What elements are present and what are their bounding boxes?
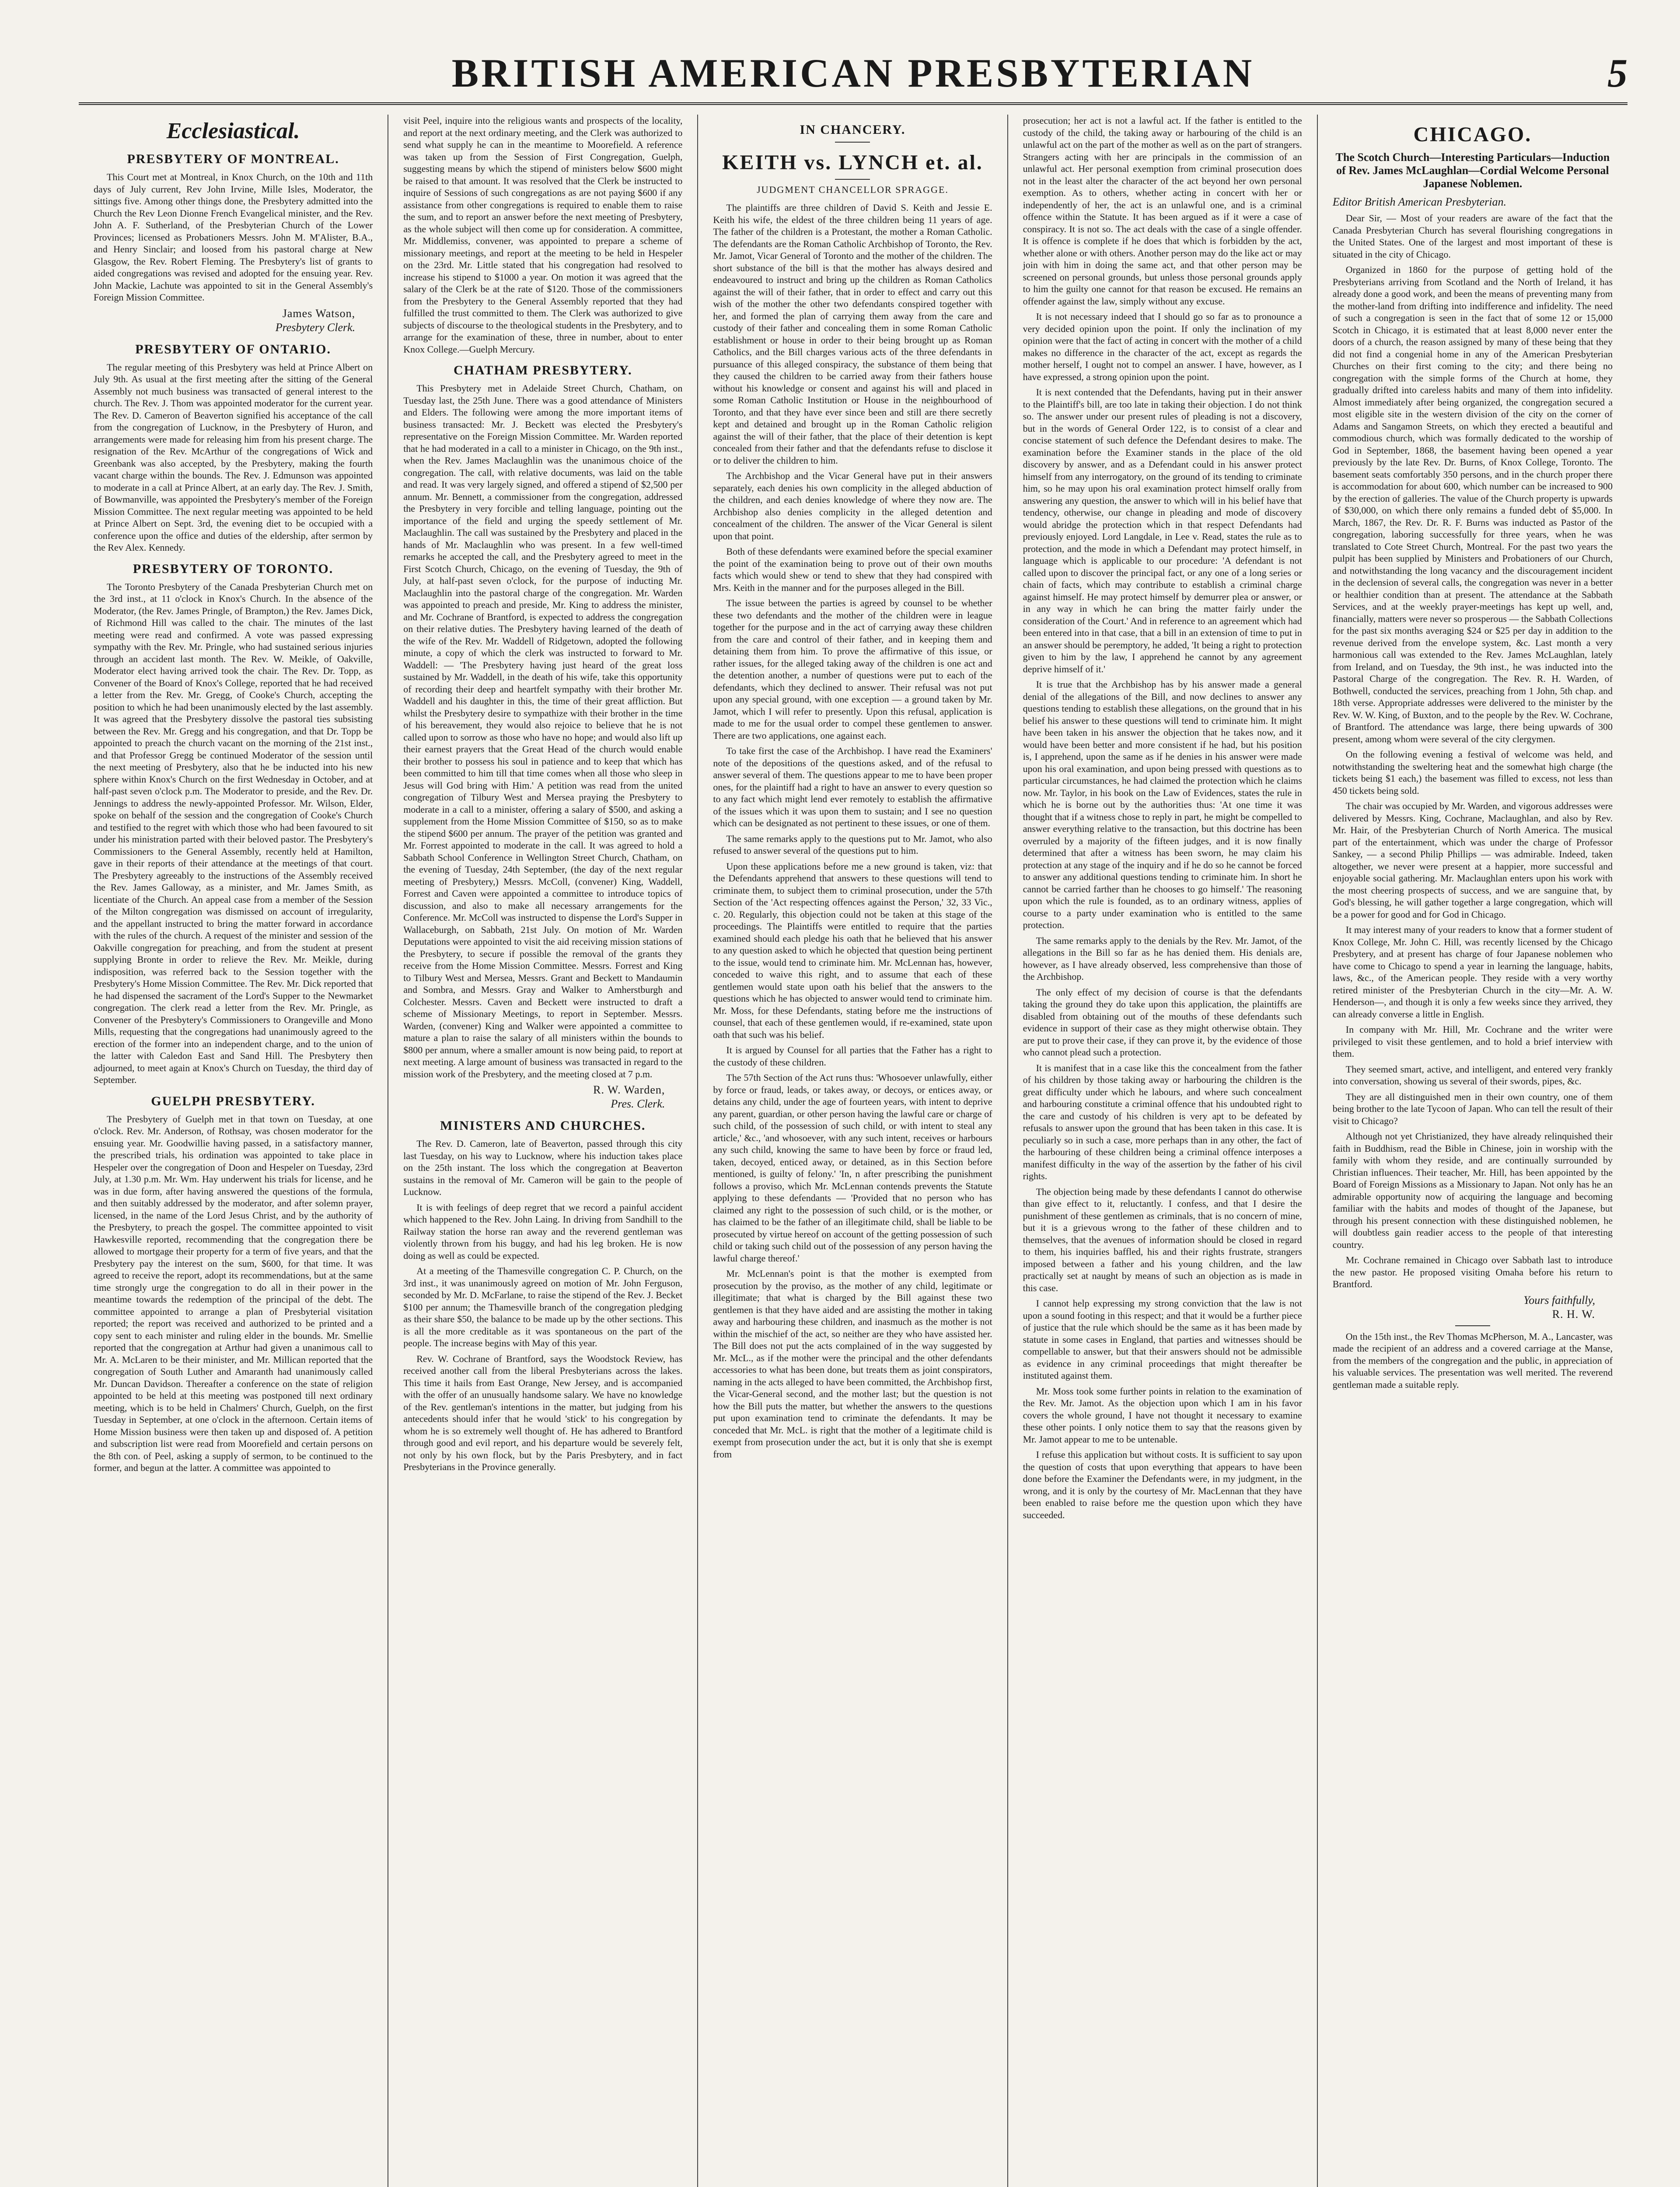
article-paragraph: The issue between the parties is agreed by counsel to be whether these two defendants and the mother of the children were in league together for the purpose and in the act of carrying away these children from the care and control of their father, and in keeping them and detaining them from him. To prove the affirmative of this issue, or rather issues, for the alleged taking away of the children is one act and the detention another, a number of questions were put to each of the defendants, which they declined to answer. Their refusal was not put upon any special ground, with one exception — a ground taken by Mr. Jamot, which I will refer to presently. Upon this refusal, application is made to me for the usual order to compel these gentlemen to answer. There are two applications, one against each. (713, 597, 992, 741)
article-title-ministers-churches: MINISTERS AND CHURCHES. (440, 1118, 646, 1133)
article-paragraph: This Court met at Montreal, in Knox Church, on the 10th and 11th days of July current, Rev John Irvine, Mille Isles, Moderator, the sittings five. Among other things done, the Presbytery admitted into the Church the Rev Leon Dionne French Evangelical minister, and the Rev. John A. F. Sutherland, of the Presbyterian Church of the Lower Provinces; licensed as Probationers Messrs. John M. M'Alister, B.A., and Henry Sinclair; and loosed from his pastoral charge at New Glasgow, the Rev. Robert Fleming. The Presbytery's list of grants to aided congregations was revised and adopted for the ensuing year. Rev. John Mackie, Lachute was appointed to sit in the General Assembly's Foreign Mission Committee. (94, 171, 373, 303)
article-paragraph: It is next contended that the Defendants, having put in their answer to the Plaintiff's bill, are too late in taking their objection. I do not think so. The answer under our present rules of pleading is not a discovery, but in the words of General Order 122, is to consist of a clear and concise statement of such defence the Defendant desires to make. The examination before the Examiner stands in the place of the old discovery by answer, and as a Defendant could in his answer protect himself from any interrogatory, on the ground of its tending to criminate him, so he may upon his oral examination protect himself orally from answering any question, the answer to which will in his belief have that tendency, otherwise, our change in pleading and mode of discovery would abridge the protection which in that respect Defendants had previously enjoyed. Lord Langdale, in Lee v. Read, states the rule as to protection, and the mode in which a Defendant may protect himself, in language which is applicable to our procedure: 'A defendant is not called upon to discover the principal fact, or any one of a long series or chain of facts, which may contribute to establish a criminal charge against himself. He may protect himself by demurrer plea or answer, or in any way in which he can bring the matter fairly under the consideration of the Court.' And in reference to an agreement which had been entered into in that case, that a bill in an extension of time to put in an answer should be peremptory, he added, 'It being a right to protection given to him by the law, I apprehend he cannot by any agreement deprive himself of it.' (1023, 387, 1302, 674)
article-paragraph: It is with feelings of deep regret that we record a painful accident which happened to the Rev. John Laing. In driving from Sandhill to the Railway station the horse ran away and the reverend gentleman was violently thrown from his buggy, and had his leg broken. He is now doing as well as could be expected. (403, 1202, 683, 1261)
judgment-line: JUDGMENT CHANCELLOR SPRAGGE. (757, 184, 949, 195)
article-title-ontario: PRESBYTERY OF ONTARIO. (135, 342, 331, 356)
article-paragraph: It is true that the Archbishop has by his answer made a general denial of the allegations of the Bill, and now declines to answer any questions tending to establish these allegations, on the ground that in his belief his answer to these questions will tend to criminate him. It might have been taken in his answer the objection that he takes now, and it would have been better and more consistent if he had, but his position is, I apprehend, upon the same as if he denies in his answer were made upon his oral examination, and upon being pressed with questions as to particular circumstances, he had claimed the protection which he claims now. Mr. Taylor, in his book on the Law of Evidences, states the rule in which he is borne out by the authorities thus: 'At one time it was thought that if a witness chose to reply in part, he might be compelled to answer everything relative to the transaction, but this doctrine has been overruled by a majority of the fifteen judges, and it is now finally determined that after a witness has been sworn, he may claim his protection at any stage of the inquiry and if he do so he cannot be forced to answer any additional questions tending to criminate him. In short he cannot be carried farther than he chooses to go himself.' The reasoning upon which the rule is founded, as to an ordinary witness, applies of course to a party under examination who is entitled to the same protection. (1023, 679, 1302, 930)
article-paragraph: Both of these defendants were examined before the special examiner the point of the examination being to prove out of their own mouths facts which would shew or tend to shew that they had conspired with Mrs. Keith in the manner and for the purposes alleged in the Bill. (713, 546, 992, 593)
article-paragraph: It is manifest that in a case like this the concealment from the father of his children by those taking away or harbouring the children is the great difficulty under which he labours, and where such concealment and harbouring constitute a criminal offence that his undoubted right to the care and custody of his children is very apt to be defeated by refusals to answer upon the ground that has been taken in this case. It is peculiarly so in such a case, more perhaps than in any other, the fact of the harbouring of these children being a criminal offence interposes a manifest difficulty in the way of the assertion by the father of his civil rights. (1023, 1062, 1302, 1181)
article-title-guelph: GUELPH PRESBYTERY. (151, 1094, 315, 1108)
columns (79, 115, 1628, 2187)
article-paragraph: Rev. W. Cochrane of Brantford, says the Woodstock Review, has received another call from the liberal Presbyterians across the lakes. This time it hails from East Orange, New Jersey, and is accompanied with the offer of an unusually handsome salary. We have no knowledge of the Rev. gentleman's intentions in the matter, but judging from his antecedents should infer that he would 'stick' to his congregation by whom he is so extremely well thought of. He has adhered to Brantford through good and evil report, and his departure would be severely felt, not only by his own flock, but by the Paris Presbytery, and in fact Presbyterians in the Province generally. (403, 1353, 683, 1472)
article-signature: R. W. Warden, (593, 1083, 665, 1096)
column-2 (388, 115, 698, 2187)
article-paragraph: They seemed smart, active, and intelligent, and entered very frankly into conversation, showing us several of their swords, pipes, &c. (1332, 1063, 1613, 1087)
article-paragraph: This Presbytery met in Adelaide Street Church, Chatham, on Tuesday last, the 25th June. There was a good attendance of Ministers and Elders. The following were among the more important items of business transacted: Mr. J. Beckett was elected the Presbytery's representative on the Foreign Mission Committee. Mr. Warden reported that he had moderated in a call to a minister in Chicago, on the 9th inst., when the Rev. James Maclaughlin was the unanimous choice of the congregation. The call, with relative documents, was laid on the table and read. It was very largely signed, and offered a stipend of $2,500 per annum. Mr. Bennett, a commissioner from the congregation, addressed the Presbytery in very forcible and telling language, pointing out the importance of the field and urging the speedy settlement of Mr. Maclaughlin. The call was sustained by the Presbytery and placed in the hands of Mr. Maclaughlin who was present. In a few well-timed remarks he accepted the call, and the Presbytery agreed to meet in the First Scotch Church, Chicago, on the evening of Tuesday, the 9th of July, at half-past seven o'clock, for the purpose of inducting Mr. Maclaughlin into the pastoral charge of the congregation. Mr. Warden was appointed to preach and preside, Mr. King to address the minister, and Mr. Cochrane of Brantford, is expected to address the congregation on their relative duties. The Presbytery having learned of the death of the wife of the Rev. Mr. Waddell of Ridgetown, adopted the following minute, a copy of which the clerk was instructed to forward to Mr. Waddell: — 'The Presbytery having just heard of the great loss sustained by Mr. Waddell, in the death of his wife, take this opportunity of recording their deep and heartfelt sympathy with their brother Mr. Waddell and his daughter in this, the time of their great affliction. But whilst the Presbytery desire to sympathize with their brother in the time of his bereavement, they would also rejoice to believe that he is not called upon to sorrow as those who have no hope; and would also lift up their earnest prayers that the Great Head of the church would enable their brother to possess his soul in patience and to keep that which has been committed to him till that time comes when all those who sleep in Jesus will God bring with Him.' A petition was read from the united congregation of Tilbury West and Mersea praying the Presbytery to moderate in a call to a minister, offering a salary of $500, and asking a supplement from the Home Mission Committee of $150, so as to make the stipend $600 per annum. The prayer of the petition was granted and Mr. Forrest appointed to moderate in the call. It was agreed to hold a Sabbath School Conference in Wellington Street Church, Chatham, on the evening of Tuesday, 24th September, (the day of the next regular meeting of Presbytery,) Messrs. McColl, (convener) King, Waddell, Forrest and Caven were appointed a committee to introduce topics of discussion, and also to make all necessary arrangements for the Conference. Mr. McColl was instructed to dispense the Lord's Supper in Wallaceburgh, on Sabbath, 21st July. On motion of Mr. Warden Deputations were appointed to visit the aid receiving mission stations of the Presbytery, to secure if possible the removal of the grants they receive from the Home Mission Committee. Messrs. Forrest and King to Tilbury West and Mersea, Messrs. Grant and Beckett to Mandaumin and Sombra, and Messrs. Gray and Walker to Amherstburgh and Colchester. Messrs. Caven and Beckett were instructed to draft a scheme of Missionary Meetings, to report in September. Messrs. Warden, (convener) King and Walker were appointed a committee to mature a plan to raise the salary of all ministers within the bounds to $800 per annum, where a smaller amount is now being paid, to report at next meeting. A large amount of business was transacted in regard to the mission work of the Presbytery, and the meeting closed at 7 p.m. (403, 383, 683, 1080)
article-paragraph: The Archbishop and the Vicar General have put in their answers separately, each denies his own complicity in the alleged abduction of the children, and each denies knowledge of where they now are. The Archbishop also denies complicity in the alleged detention and concealment of the children. The answer of the Vicar General is silent upon that point. (713, 470, 992, 542)
article-subtitle: The Scotch Church—Interesting Particulars—Induction of Rev. James McLaughlan—Cordial Welcome Personal Japanese Noblemen. (1335, 151, 1610, 190)
column-5 (1318, 115, 1628, 2187)
article-paragraph: The Rev. D. Cameron, late of Beaverton, passed through this city last Tuesday, on his way to Lucknow, where his induction takes place on the 25th instant. The loss which the congregation at Beaverton sustains in the removal of Mr. Cameron will be gain to the people of Lucknow. (403, 1138, 683, 1197)
article-paragraph: prosecution; her act is not a lawful act. If the father is entitled to the custody of the child, the taking away or harbouring of the child is an unlawful act on the part of the mother as well as on the part of strangers. Strangers acting with her are principals in the commission of an unlawful act. Her personal exemption from criminal prosecution does not in the least alter the character of the act beyond her own personal exemption. As to others, whether acting in concert with her or independently of her, the act is an unlawful one, and is a criminal offence within the Statute. It has been argued as if it were a case of conspiracy. It is not so. The act deals with the case of a single offender. It is offence is complete if he does that which is forbidden by the act, whether alone or with others. Another person may do the like act or may join with him in doing the same act, and that other person may be screened on personal grounds, but unless those personal grounds apply to him the guilty one cannot for that reason be excused. He remains an offender against the law, simply without any excuse. (1023, 115, 1302, 307)
article-paragraph: At a meeting of the Thamesville congregation C. P. Church, on the 3rd inst., it was unanimously agreed on motion of Mr. John Ferguson, seconded by Mr. D. McFarlane, to raise the stipend of the Rev. J. Becket $100 per annum; the Thamesville branch of the congregation pledging as their share $50, the balance to be made up by the other sections. This is all the more creditable as it was spontaneous on the part of the people. The increase begins with May of this year. (403, 1265, 683, 1349)
case-title: KEITH vs. LYNCH et. al. (722, 151, 983, 174)
article-paragraph: Although not yet Christianized, they have already relinquished their faith in Buddhism, read the Bible in Chinese, join in worship with the family with whom they reside, and are continually surrounded by Christian influences. Their teacher, Mr. Hill, has been appointed by the Board of Foreign Missions as a Missionary to Japan. Not only has he an admirable opportunity now of acquiring the language and becoming familiar with the habits and modes of thought of the Japanese, but through his present connection with these distinguished noblemen, he will doubtless gain readier access to the people of that interesting country. (1332, 1131, 1613, 1250)
article-paragraph: The chair was occupied by Mr. Warden, and vigorous addresses were delivered by Messrs. King, Cochrane, Maclaughlan, and also by Rev. Mr. Hair, of the Presbyterian Church of North America. The musical part of the entertainment, which was under the charge of Professor Sankey, — a second Philip Phillips — was admirable. Indeed, taken altogether, we never were present at a happier, more successful and enjoyable social gathering. Mr. Maclaughlan enters upon his work with the most cheering prospects of success, and we are sanguine that, by God's blessing, he will gather together a large congregation, which will be a power for good and for God in Chicago. (1332, 800, 1613, 920)
article-paragraph: Mr. Cochrane remained in Chicago over Sabbath last to introduce the new pastor. He proposed visiting Omaha before his return to Brantford. (1332, 1254, 1613, 1289)
article-paragraph: visit Peel, inquire into the religious wants and prospects of the locality, and report at the next ordinary meeting, and the Clerk was authorized to send what supply he can in the meantime to Moorefield. A reference was taken up from the Session of First Congregation, Guelph, suggesting means by which the stipend of ministers below $600 might be raised to that amount. It was resolved that the Clerk be instructed to inquire of Sessions of such congregations as are not paying $600 if any assistance from other congregations is required to enable them to raise the sum, and to report an answer before the next meeting of Presbytery, as the whole subject will then come up for consideration. A committee, Mr. Middlemiss, convener, was appointed to prepare a scheme of missionary meetings, and report at the meeting to be held in Hespeler on the 23rd. Mr. Little stated that his congregation had resolved to increase his stipend to $1000 a year. On motion it was agreed that the salary of the Clerk be at the rate of $120. Those of the commissioners from the Presbytery to the General Assembly reported that they had fulfilled the trust committed to them. The Clerk was authorized to give subjects of discourse to the theological students in the Presbytery, and to arrange for the examination of these, three in number, about to enter Knox College.—Guelph Mercury. (403, 115, 683, 355)
article-paragraph: I refuse this application but without costs. It is sufficient to say upon the question of costs that upon everything that appears to have been done before the Examiner the Defendants were, in my judgment, in the wrong, and it is only by the courtesy of Mr. MacLennan that they have been enabled to raise before me the question upon which they have succeeded. (1023, 1449, 1302, 1520)
article-paragraph: The same remarks apply to the questions put to Mr. Jamot, who also refused to answer several of the questions put to him. (713, 833, 992, 856)
page-number: 5 (1607, 51, 1628, 95)
letter-address: Editor British American Presbyterian. (1332, 196, 1506, 208)
letter-signature: R. H. W. (1552, 1307, 1595, 1321)
article-paragraph: I cannot help expressing my strong conviction that the law is not upon a sound footing in this respect; and that it would be a further piece of justice that the rule which should be the same as it has been made by statute in some cases in England, that parties and witnesses should be compellable to answer, but that their answers should not be admissible as evidence in any criminal proceedings that might thereafter be instituted against them. (1023, 1298, 1302, 1381)
divider (835, 179, 870, 180)
article-paragraph: The plaintiffs are three children of David S. Keith and Jessie E. Keith his wife, the eldest of the three children being 11 years of age. The father of the children is a Protestant, the mother a Roman Catholic. The defendants are the Roman Catholic Archbishop of Toronto, the Rev. Mr. Jamot, Vicar General of Toronto and the mother of the children. The short substance of the bill is that the mother has always desired and endeavoured to instruct and bring up the children as Roman Catholics against the will of their father, that in order to effect and carry out this wish of the mother the other two defendants conspired together with her, and formed the plan of carrying them away from the care and custody of their father and concealing them in some Roman Catholic establishment or house in order to their being brought up as Roman Catholics, and the Bill charges various acts of the three defendants in pursuance of this alleged conspiracy, the substance of them being that they caused the children to be carried away from their fathers house without his knowledge or consent and against his will and placed in some Roman Catholic Institution or House in the neighbourhood of Toronto, and that they have ever since been and still are there secretly kept and detained and brought up in the Roman Catholic religion against the will of their father, that the place of their detention is kept concealed from their father and that the defendants refuse to disclose it or to deliver the children to him. (713, 202, 992, 466)
column-3 (698, 115, 1008, 2187)
article-paragraph: Dear Sir, — Most of your readers are aware of the fact that the Canada Presbyterian Church has several flourishing congregations in the United States. One of the largest and most important of these is situated in the city of Chicago. (1332, 213, 1613, 260)
article-paragraph: In company with Mr. Hill, Mr. Cochrane and the writer were privileged to visit these gentlemen, and to hold a brief interview with them. (1332, 1024, 1613, 1059)
article-paragraph: Mr. Moss took some further points in relation to the examination of the Rev. Mr. Jamot. As the objection upon which I am in his favor covers the whole ground, I have not thought it necessary to examine these other points. I only notice them to say that the reasons given by Mr. Jamot appear to me to be untenable. (1023, 1385, 1302, 1445)
article-paragraph: The same remarks apply to the denials by the Rev. Mr. Jamot, of the allegations in the Bill so far as he has denied them. His denials are, however, as I have already observed, less comprehensive than those of the Archbishop. (1023, 935, 1302, 982)
article-paragraph: On the following evening a festival of welcome was held, and notwithstanding the sweltering heat and the somewhat high charge (the tickets being $1 each,) the basement was filled to excess, not less than 450 tickets being sold. (1332, 749, 1613, 796)
article-signature: James Watson, (282, 307, 356, 320)
article-paragraph: The only effect of my decision of course is that the defendants taking the ground they do take upon this application, the plaintiffs are disabled from obtaining out of the mouths of these defendants such evidence in support of their case as they might otherwise obtain. They are put to prove their case, if they can prove it, by the evidence of those who cannot plead such a protection. (1023, 986, 1302, 1058)
court-heading: IN CHANCERY. (800, 122, 906, 137)
article-paragraph: The regular meeting of this Presbytery was held at Prince Albert on July 9th. As usual at the first meeting after the sitting of the General Assembly not much business was transacted of general interest to the church. The Rev. J. Thom was appointed moderator for the current year. The Rev. D. Cameron of Beaverton signified his acceptance of the call from the congregation of Lucknow, in the Presbytery of Huron, and arrangements were made for releasing him from his present charge. The resignation of the Rev. McArthur of the congregations of Wick and Greenbank was also accepted, by the Presbytery, making the fourth vacant charge within the bounds. The Rev. J. Edmunson was appointed to moderate in a call at Prince Albert, at an early day. The Rev. J. Smith, of Bowmanville, was appointed the Presbytery's member of the Foreign Mission Committee. The next regular meeting was appointed to be held at Prince Albert on Sept. 3rd, the evening diet to be occupied with a conference upon the office and duties of the eldership, after sermon by the Rev Alex. Kennedy. (94, 361, 373, 553)
article-title-montreal: PRESBYTERY OF MONTREAL. (127, 152, 339, 166)
masthead-bar (79, 39, 1628, 105)
article-paragraph: It may interest many of your readers to know that a former student of Knox College, Mr. John C. Hill, was recently licensed by the Chicago Presbytery, and at present has charge of four Japanese noblemen who have come to Chicago to spend a year in learning the language, habits, laws, &c., of the American people. They reside with a very worthy retired minister of the Presbyterian Church in the city—Mr. A. W. Henderson—, and though it is only a few weeks since they arrived, they can already converse a little in English. (1332, 924, 1613, 1020)
masthead-title: BRITISH AMERICAN PRESBYTERIAN (451, 51, 1255, 95)
section-heading-ecclesiastical: Ecclesiastical. (166, 119, 300, 143)
article-paragraph: Upon these applications before me a new ground is taken, viz: that the Defendants apprehend that answers to these questions will tend to criminate them, to subject them to criminal prosecution, under the 57th Section of the 'Act respecting offences against the Person,' 32, 33 Vic., c. 20. Regularly, this objection could not be taken at this stage of the proceedings. The Plaintiffs were entitled to require that the parties examined should each pledge his oath that he believed that his answer to any question asked to which he objected that question being pertinent to the issue, would tend to criminate him. Mr. McLennan has, however, conceded to waive this right, and to assume that each of these gentlemen would state upon oath his belief that the answers to the questions which he has objected to answer would tend to criminate him. Mr. Moss, for these Defendants, stating before me the instructions of counsel, that each of these gentlemen would, if re-examined, state upon oath that such was his belief. (713, 860, 992, 1040)
article-title-toronto: PRESBYTERY OF TORONTO. (133, 561, 334, 576)
article-paragraph: The 57th Section of the Act runs thus: 'Whosoever unlawfully, either by force or fraud, leads, or takes away, or decoys, or entices away, or detains any child, under the age of fourteen years, with intent to deprive any parent, guardian, or other person having the lawful care or charge of such child, of the possession of such child, or with intent to steal any article,' &c., 'and whosoever, with any such intent, receives or harbours any such child, knowing the same to have been by force or fraud led, taken, decoyed, enticed away, or detained, as in this Section before mentioned, is guilty of felony.' 'In, n after prescribing the punishment follows a proviso, which Mr. McLennan contends prevents the Statute applying to these defendants — 'Provided that no person who has claimed any right to the possession of such child, or is the mother, or has claimed to be the father of an illegitimate child, shall be liable to be prosecuted by virtue hereof on account of the getting possession of such child or taking such child out of the possession of any person having the lawful charge thereof.' (713, 1072, 992, 1264)
column-4 (1008, 115, 1318, 2187)
article-signature-title: Pres. Clerk. (611, 1097, 665, 1110)
article-paragraph: The Toronto Presbytery of the Canada Presbyterian Church met on the 3rd inst., at 11 o'clock in Knox's Church. In the absence of the Moderator, (the Rev. James Pringle, of Brampton,) the Rev. James Dick, of Richmond Hill was called to the chair. The minutes of the last meeting were read and confirmed. A vote was passed expressing sympathy with the Rev. Mr. Pringle, who had sustained serious injuries through an accident last month. The Rev. W. Meikle, of Oakville, Moderator elect having arrived took the chair. The Rev. Dr. Topp, as Convener of the Board of Knox's College, reported that he had received a letter from the Rev. Mr. Gregg, of Cooke's Church, accepting the position to which he had been unanimously elected by the last assembly. It was agreed that the Presbytery dissolve the pastoral ties subsisting between the Rev. Mr. Gregg and his congregation, and that Dr. Topp be appointed to preach the church vacant on the morning of the 21st inst., and that Professor Gregg be continued Moderator of the session until the next meeting of Presbytery, also that he be inducted into his new sphere within Knox's Church on the first Wednesday in October, and at half-past seven o'clock p.m. The Moderator to preside, and the Rev. Dr. Jennings to address the newly-appointed Professor. Mr. Wilson, Elder, spoke on behalf of the session and the congregation of Cooke's Church and testified to the regret with which those who had been favoured to sit under his ministration parted with their beloved pastor. The Presbytery's Commissioners to the General Assembly, recently held at Hamilton, gave in their reports of their attendance at the meetings of that court. The Presbytery agreeably to the instructions of the Assembly received the Rev. James Galloway, as a minister, and Mr. James Smith, as licentiate of the Church. An appeal case from a member of the Session of the Milton congregation was dismissed on account of irregularity, and the appellant instructed to bring the matter forward in accordance with the rules of the church. A request of the minister and session of the Oakville congregation for preaching, and from the student at present supplying Bronte in order to relieve the Rev. Mr. Meikle, during indisposition, was referred back to the Session together with the Presbytery's Home Mission Committee. The Rev. Mr. Dick reported that he had dispensed the sacrament of the Lord's Supper to the Newmarket congregation. The clerk read a letter from the Rev. Mr. Pringle, as Convener of the Presbytery's Commissioners to Orangeville and Mono Mills, requesting that the congregations had unanimously agreed to the erection of the former into an independent charge, and to the union of the latter with Caledon East and Sand Hill. The Presbytery then adjourned, to meet again at Knox's Church on Tuesday, the third day of September. (94, 581, 373, 1085)
column-1 (79, 115, 388, 2187)
article-paragraph: Organized in 1860 for the purpose of getting hold of the Presbyterians arriving from Scotland and the North of Ireland, it has already done a good work, and been the means of preventing many from the mother-land from drifting into indifference and infidelity. The need of such a congregation is seen in the fact that of some 12 or 15,000 Scotch in Chicago, it is estimated that at least 8,000 never enter the doors of a church, the reason assigned by many of these being that they did not find a congenial home in any of the American Presbyterian Churches on their first coming to the city; and there being no congregation with the simple forms of the Church at home, they gradually drifted into careless habits and many of them into infidelity. Almost immediately after being organized, the congregation secured a most eligible site in the western division of the city on the corner of Adams and Sangamon Streets, on which they erected a beautiful and commodious church, which was formally dedicated to the worship of God in September, 1868, the basement having been opened a year previously by the late Rev. Dr. Burns, of Knox College, Toronto. The basement seats comfortably 350 persons, and in the church proper there is accommodation for about 600, which number can be increased to 900 by the erection of galleries. The value of the Church property is upwards of $30,000, on which there only remains a funded debt of $5,000. In March, 1867, the Rev. Dr. R. F. Burns was inducted as Pastor of the congregation, laboring successfully for three years, when he was translated to Cote Street Church, Montreal. For the past two years the pulpit has been supplied by Ministers and Probationers of our Church, and notwithstanding the long vacancy and the discouragement incident in the declension of several calls, the congregation was never in a better or healthier condition than at present. The attendance at the Sabbath Services, and at the weekly prayer-meetings has kept up well, and, financially, matters were never so prosperous — the Sabbath Collections for the past six months averaging $24 or $25 per day in addition to the revenue derived from the envelope system, &c. Last month a very harmonious call was extended to the Rev. James McLaughlan, lately from Ireland, and on Tuesday, the 9th inst., he was inducted into the Pastoral Charge of the congregation. The Rev. R. H. Warden, of Bothwell, conducted the services, preaching from 1 John, 5th chap. and 18th verse. Appropriate addresses were delivered to the minister by the Rev. W. W. King, of Buxton, and to the people by the Rev. W. Cochrane, of Brantford. The attendance was large, there being upwards of 300 present, among whom were several of the city clergymen. (1332, 264, 1613, 744)
article-paragraph: Mr. McLennan's point is that the mother is exempted from prosecution by the proviso, as the mother of any child, legitimate or illegitimate; that what is charged by the Bill against these two gentlemen is that they have aided and are assisting the mother in taking away and harbouring these children, and inasmuch as the mother is not within the mischief of the act, so neither are they who have assisted her. The Bill does not put the acts complained of in the way suggested by Mr. McL., as if the mother were the principal and the other defendants accessories to what has been done, but treats them as joint conspirators, naming in the acts alleged to have been committed, the Archbishop first, the Vicar-General second, and the mother last; but the question is not how the Bill puts the matter, but whether the answers to the questions put upon examination tend to criminate the defendants. It may be conceded that Mr. McL. is right that the mother of a legitimate child is exempt from prosecution under the act, but it is only that she is exempt from (713, 1268, 992, 1460)
article-title-chatham: CHATHAM PRESBYTERY. (453, 363, 632, 377)
article-paragraph: The Presbytery of Guelph met in that town on Tuesday, at one o'clock. Rev. Mr. Anderson, of Rothsay, was chosen moderator for the ensuing year. Mr. Goodwillie having passed, in a satisfactory manner, the prescribed trials, his ordination was appointed to take place in Hespeler over the congregation of Doon and Hespeler on Tuesday, 23rd July, at 1.30 p.m. Mr. Wm. Hay underwent his trials for license, and he was in due form, after having answered the questions of the formula, and then suitably addressed by the moderator, and after solemn prayer, licensed, in the name of the Lord Jesus Christ, and by the authority of the Presbytery, to preach the gospel. The committee appointed to visit Hawkesville reported, recommending that the congregation there be allowed to mortgage their property for a term of five years, and that the Presbytery pay the interest on the sum, $600, for that time. It was agreed to receive the report, adopt its recommendations, but at the same time strongly urge the congregation to do all in their power in the meantime towards the redemption of the principal of the debt. The committee appointed to arrange a plan of Presbyterial visitation reported; the report was received and authorized to be printed and a copy sent to each minister and ruling elder in the bounds. Mr. Smellie reported that the congregation at Arthur had given a unanimous call to Mr. A. McLaren to be their minister, and Mr. Millican reported that the congregation of South Luther and Amaranth had unanimously called Mr. Duncan Davidson. Thereafter a conference on the state of religion appointed to be held at this meeting was postponed till next ordinary meeting, which is to be held in Chalmers' Church, Guelph, on the first Tuesday in September, at one o'clock in the afternoon. Certain items of Home Mission business were then taken up and disposed of. A petition and subscription list were read from Moorefield and certain persons on the 8th con. of Peel, asking a supply of sermon, to be continued to the former, and begun at the latter. A committee was appointed to (94, 1113, 373, 1473)
article-signature-title: Presbytery Clerk. (275, 321, 356, 334)
article-paragraph: To take first the case of the Archbishop. I have read the Examiners' note of the depositions of the questions asked, and of the refusal to answer several of them. The questions appear to me to have been proper ones, for the plaintiff had a right to have an answer to every question so to any fact which might lend ever remotely to establish the affirmative of the issues which it was upon them to sustain; and I see no question which can be designated as not pertinent to these issues, or one of them. (713, 745, 992, 828)
divider (1455, 1325, 1490, 1326)
divider (835, 142, 870, 143)
article-paragraph: It is argued by Counsel for all parties that the Father has a right to the custody of these children. (713, 1045, 992, 1068)
article-paragraph: The objection being made by these defendants I cannot do otherwise than give effect to it, reluctantly. I confess, and that I desire the punishment of these gentlemen as criminals, that is no concern of mine, but it is a grievous wrong to the father of these children and to themselves, that the avenues of information should be closed in regard to them, his inquiries baffled, his and their rights frustrate, strangers imposed between a father and his young children, and the law practically set at naught by means of such an objection as is made in this case. (1023, 1186, 1302, 1293)
article-title-chicago: CHICAGO. (1413, 123, 1532, 146)
letter-closing: Yours faithfully, (1523, 1293, 1595, 1307)
article-paragraph: It is not necessary indeed that I should go so far as to pronounce a very decided opinion upon the point. If only the inclination of my opinion were that the fact of acting in concert with the mother of a child makes no difference in the character of the act, except as regards the mother herself, I ought not to compel an answer. I have, however, as I have expressed, a strong opinion upon the point. (1023, 311, 1302, 382)
article-paragraph: They are all distinguished men in their own country, one of them being brother to the late Tycoon of Japan. Who can tell the result of their visit to Chicago? (1332, 1091, 1613, 1126)
article-paragraph: On the 15th inst., the Rev Thomas McPherson, M. A., Lancaster, was made the recipient of an address and a covered carriage at the Manse, from the members of the congregation and the public, in appreciation of his valuable services. The presentation was well merited. The reverend gentleman made a suitable reply. (1332, 1331, 1613, 1390)
